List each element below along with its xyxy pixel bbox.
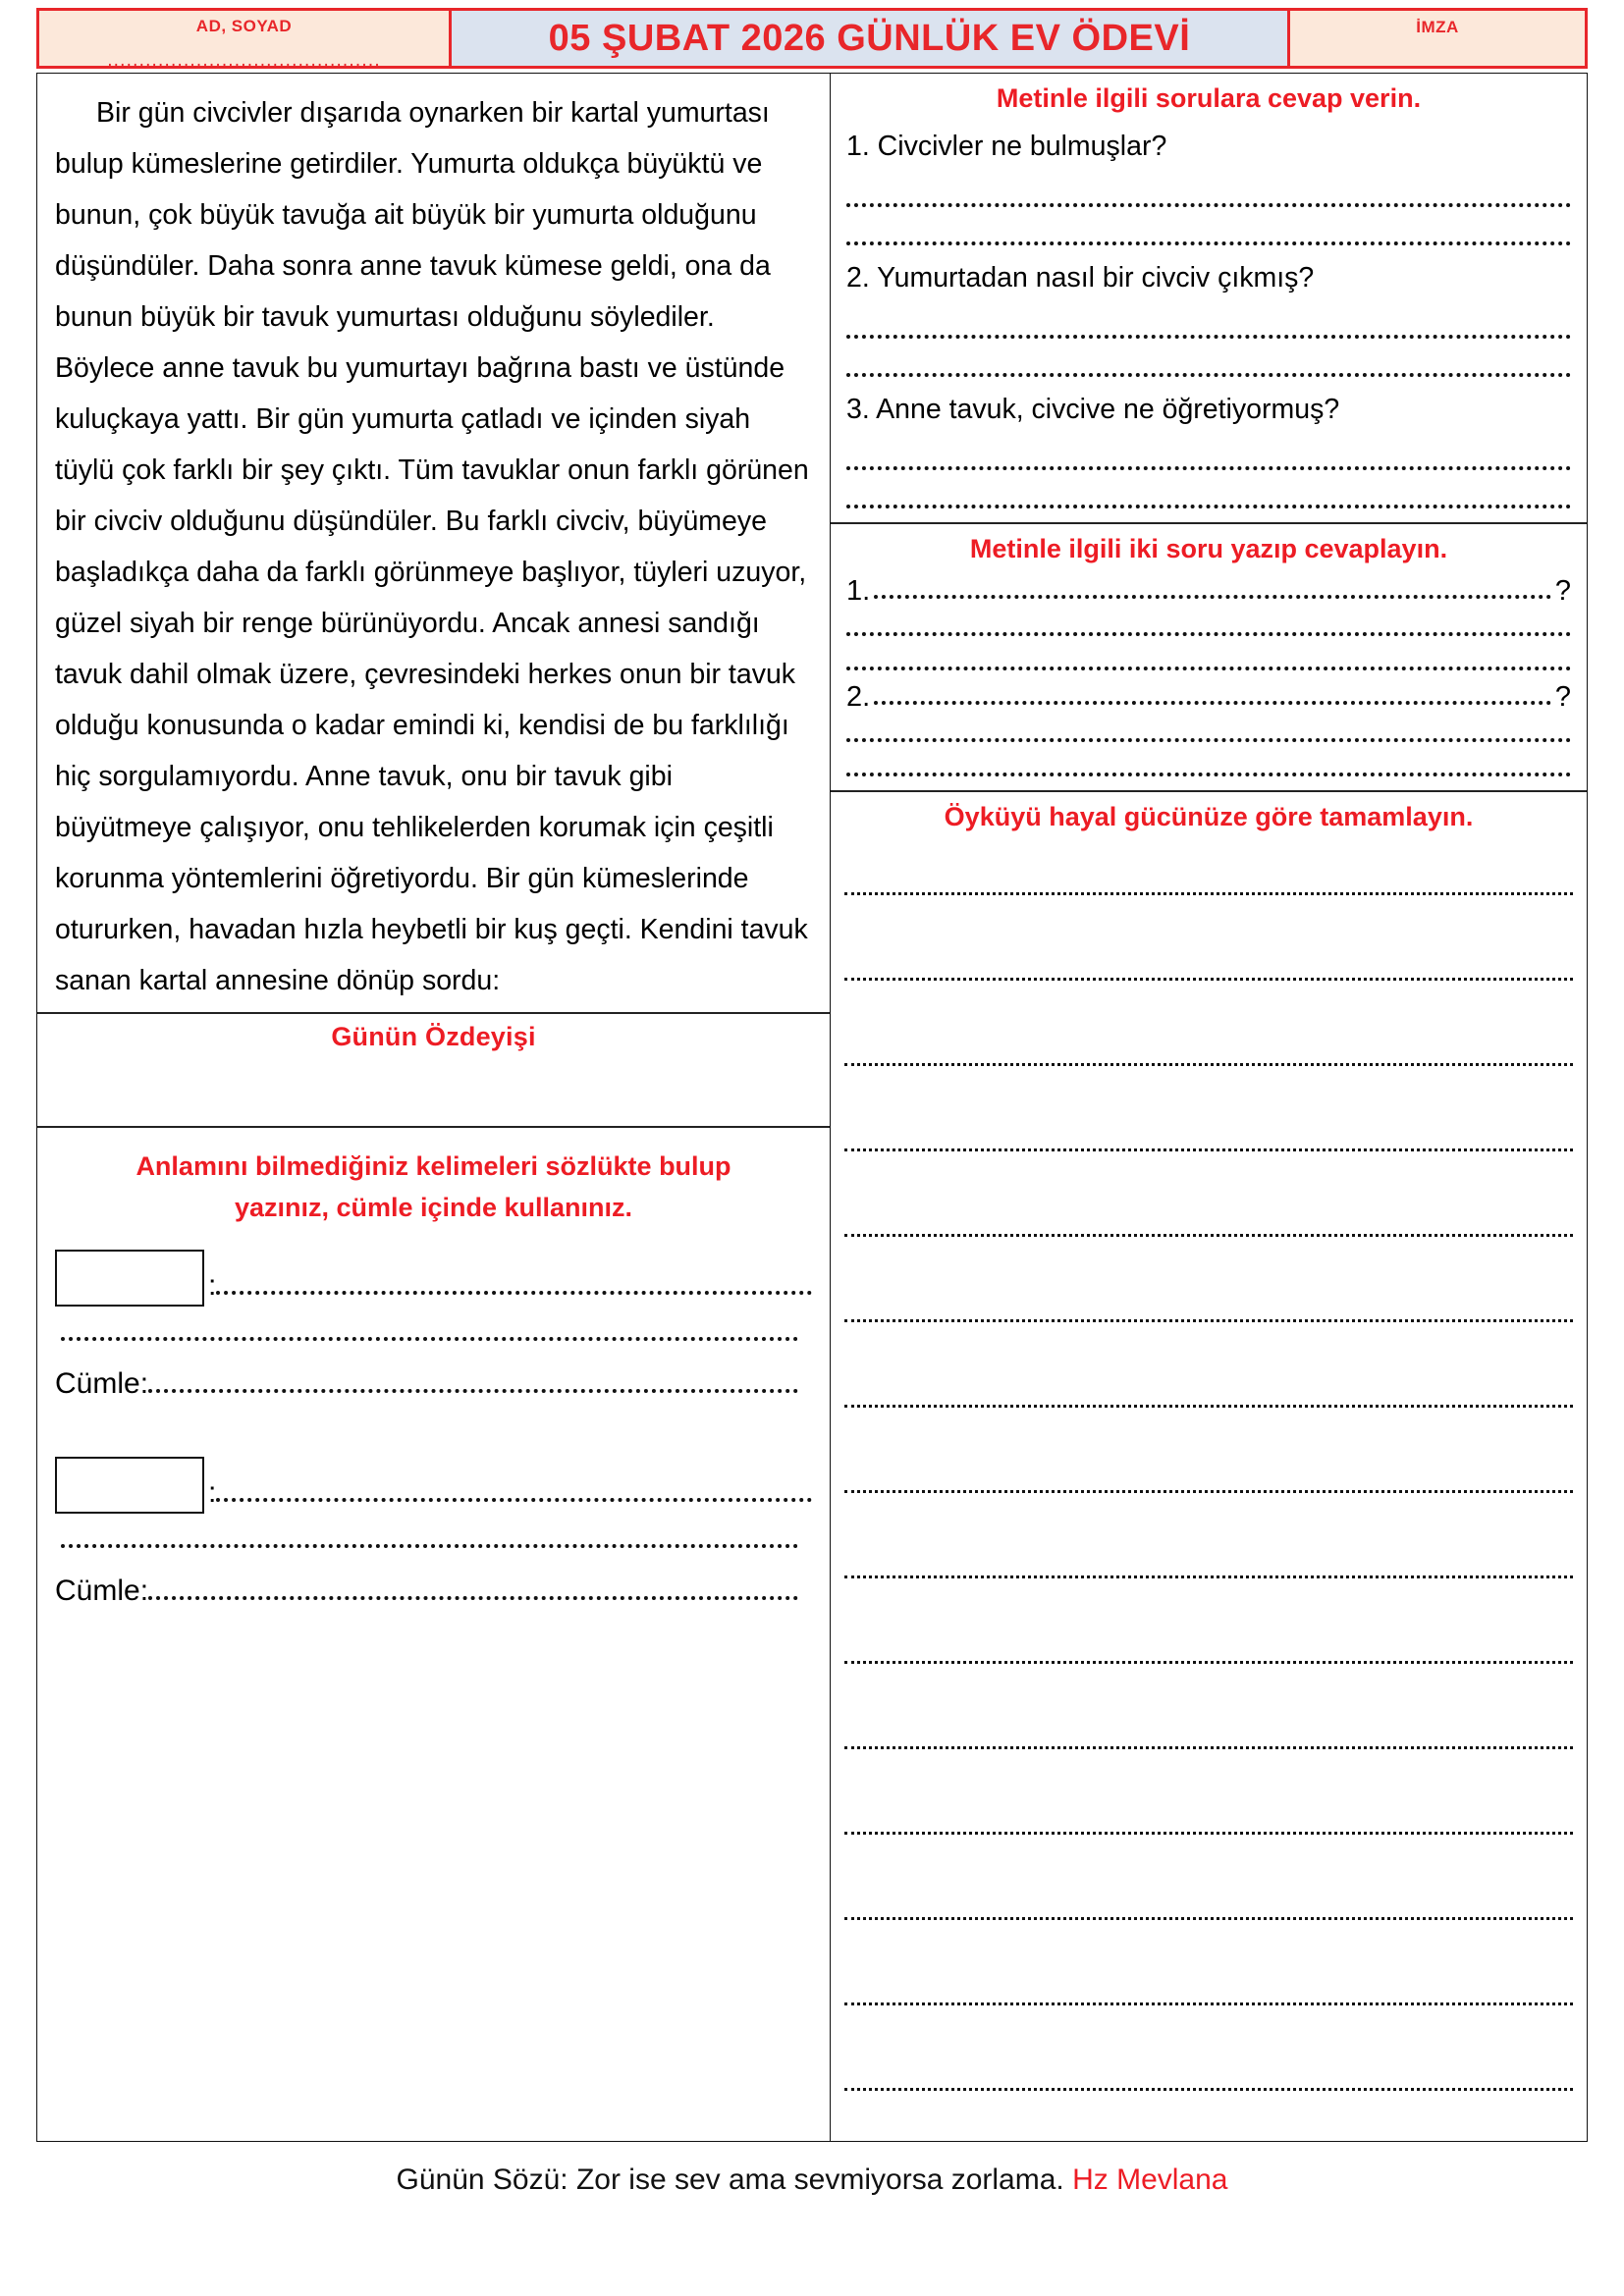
vocabulary-colon: : bbox=[208, 1476, 217, 1509]
story-completion-line[interactable] bbox=[844, 1831, 1573, 1835]
comprehension-question-1 bbox=[846, 124, 1571, 245]
story-completion-line[interactable] bbox=[844, 1148, 1573, 1151]
page-title: 05 ŞUBAT 2026 GÜNLÜK EV ÖDEVİ bbox=[548, 17, 1191, 59]
vocabulary-definition-line-2[interactable] bbox=[61, 1336, 798, 1341]
header-signature-cell bbox=[1290, 11, 1585, 66]
vocabulary-word-box[interactable] bbox=[55, 1457, 204, 1514]
story-completion-line[interactable] bbox=[844, 2002, 1573, 2005]
story-completion-line[interactable] bbox=[844, 891, 1573, 895]
answer-line[interactable] bbox=[846, 202, 1571, 207]
story-completion-section bbox=[831, 792, 1587, 2141]
comprehension-questions-title: Metinle ilgili sorulara cevap verin. bbox=[996, 83, 1422, 113]
write-question-line[interactable] bbox=[874, 700, 1551, 705]
answer-line[interactable] bbox=[846, 334, 1571, 339]
vocabulary-definition-line-2[interactable] bbox=[61, 1543, 798, 1548]
name-label: AD, SOYAD bbox=[195, 17, 293, 35]
header-name-cell bbox=[39, 11, 452, 71]
story-completion-line[interactable] bbox=[844, 1404, 1573, 1408]
story-completion-line[interactable] bbox=[844, 1745, 1573, 1749]
vocabulary-sentence-line[interactable] bbox=[148, 1595, 798, 1600]
passage-text: Bir gün civcivler dışarıda oynarken bir kartal yumurtası bulup kümeslerine getirdiler. Yumurta oldukça büyüktü ve bunun, çok büyük tavuğa ait büyük bir yumurta olduğunu düşündüler. Daha sonra anne tavuk kümese geldi, ona da bunun büyük bir tavuk yumurtası olduğunu söylediler. Böylece anne tavuk bu yumurtayı bağrına bastı ve üstünde kuluçkaya yattı. Bir gün yumurta çatladı ve içinden siyah tüylü çok farklı bir şey çıktı. Tüm tavuklar onun farklı görünen bir civciv olduğunu düşündüler. Bu farklı civciv, büyümeye başladıkça daha da farklı görünmeye başlıyor, tüyleri uzuyor, güzel siyah bir renge bürünüyordu. Ancak annesi sandığı tavuk dahil olmak üzere, çevresindeki herkes onun bir tavuk olduğu konusunda o kadar emindi ki, kendisi de bu farklılığı hiç sorgulamıyordu. Anne tavuk, onu bir tavuk gibi büyütmeye çalışıyor, onu tehlikelerden korumak için çeşitli korunma yöntemlerini öğretiyordu. Bir gün kümeslerinde otururken, havadan hızla heybetli bir kuş geçti. Kendini tavuk sanan kartal annesine dönüp sordu: bbox=[55, 97, 809, 996]
comprehension-questions-section bbox=[831, 74, 1587, 524]
answer-line[interactable] bbox=[846, 504, 1571, 508]
write-question-line[interactable] bbox=[874, 594, 1551, 599]
write-question-row bbox=[846, 576, 1571, 606]
write-answer-line[interactable] bbox=[846, 666, 1571, 670]
story-completion-line[interactable] bbox=[844, 977, 1573, 981]
story-completion-line[interactable] bbox=[844, 1062, 1573, 1066]
footer-quote-author: Hz Mevlana bbox=[1072, 2163, 1228, 2196]
story-completion-title: Öyküyü hayal gücünüze göre tamamlayın. bbox=[944, 802, 1474, 831]
story-completion-line[interactable] bbox=[844, 1489, 1573, 1493]
reading-passage bbox=[37, 74, 830, 1012]
vocabulary-entry-2 bbox=[55, 1453, 812, 1607]
quote-of-the-day-box[interactable] bbox=[37, 1012, 830, 1128]
write-question-mark: ? bbox=[1554, 575, 1571, 607]
vocabulary-sentence-label: Cümle: bbox=[55, 1367, 149, 1400]
vocabulary-instruction bbox=[55, 1146, 812, 1228]
comprehension-question-2 bbox=[846, 255, 1571, 377]
write-question-row bbox=[846, 682, 1571, 712]
question-text: 1. Civcivler ne bulmuşlar? bbox=[846, 131, 1167, 162]
left-column bbox=[37, 74, 831, 2141]
story-completion-line[interactable] bbox=[844, 1318, 1573, 1322]
answer-line[interactable] bbox=[846, 240, 1571, 245]
write-answer-line[interactable] bbox=[846, 737, 1571, 742]
write-answer-line[interactable] bbox=[846, 631, 1571, 636]
signature-label: İMZA bbox=[1416, 18, 1459, 36]
footer-quote-text: Günün Sözü: Zor ise sev ama sevmiyorsa zorlama. bbox=[396, 2163, 1064, 2196]
header-title-cell bbox=[452, 11, 1290, 66]
story-completion-lines[interactable] bbox=[844, 836, 1573, 2131]
story-completion-line[interactable] bbox=[844, 2087, 1573, 2091]
story-completion-line[interactable] bbox=[844, 1660, 1573, 1664]
comprehension-question-3 bbox=[846, 387, 1571, 508]
write-question-1 bbox=[846, 576, 1571, 670]
write-answer-line[interactable] bbox=[846, 772, 1571, 776]
right-column bbox=[831, 74, 1587, 2141]
vocabulary-word-box[interactable] bbox=[55, 1250, 204, 1307]
write-question-mark: ? bbox=[1554, 681, 1571, 713]
footer-quote bbox=[36, 2142, 1588, 2197]
vocabulary-sentence-line[interactable] bbox=[148, 1388, 798, 1393]
write-question-number: 1. bbox=[846, 575, 871, 607]
vocabulary-definition-line[interactable] bbox=[216, 1290, 812, 1295]
answer-line[interactable] bbox=[846, 372, 1571, 377]
vocabulary-definition-line[interactable] bbox=[216, 1497, 812, 1502]
vocabulary-sentence-row bbox=[55, 1575, 812, 1607]
vocabulary-instruction-line2: yazınız, cümle içinde kullanınız. bbox=[234, 1193, 633, 1222]
question-text: 3. Anne tavuk, civcive ne öğretiyormuş? bbox=[846, 394, 1340, 425]
vocabulary-word-row bbox=[55, 1246, 812, 1307]
vocabulary-sentence-row bbox=[55, 1368, 812, 1400]
story-completion-line[interactable] bbox=[844, 1233, 1573, 1237]
story-completion-line[interactable] bbox=[844, 1916, 1573, 1920]
name-dotted-fill[interactable]: ........................................... bbox=[107, 50, 381, 71]
story-completion-line[interactable] bbox=[844, 1575, 1573, 1578]
write-questions-section bbox=[831, 524, 1587, 792]
write-question-2 bbox=[846, 682, 1571, 776]
worksheet-body bbox=[36, 73, 1588, 2142]
worksheet-header bbox=[36, 8, 1588, 69]
write-question-number: 2. bbox=[846, 681, 871, 713]
quote-of-the-day-title: Günün Özdeyişi bbox=[331, 1022, 536, 1051]
vocabulary-colon: : bbox=[208, 1269, 217, 1302]
question-text: 2. Yumurtadan nasıl bir civciv çıkmış? bbox=[846, 262, 1315, 294]
vocabulary-section bbox=[37, 1128, 830, 2141]
vocabulary-sentence-label: Cümle: bbox=[55, 1575, 149, 1607]
answer-line[interactable] bbox=[846, 465, 1571, 470]
write-questions-title: Metinle ilgili iki soru yazıp cevaplayın. bbox=[969, 534, 1448, 563]
vocabulary-entry-1 bbox=[55, 1246, 812, 1400]
vocabulary-instruction-line1: Anlamını bilmediğiniz kelimeleri sözlükte bulup bbox=[135, 1151, 731, 1181]
vocabulary-word-row bbox=[55, 1453, 812, 1514]
